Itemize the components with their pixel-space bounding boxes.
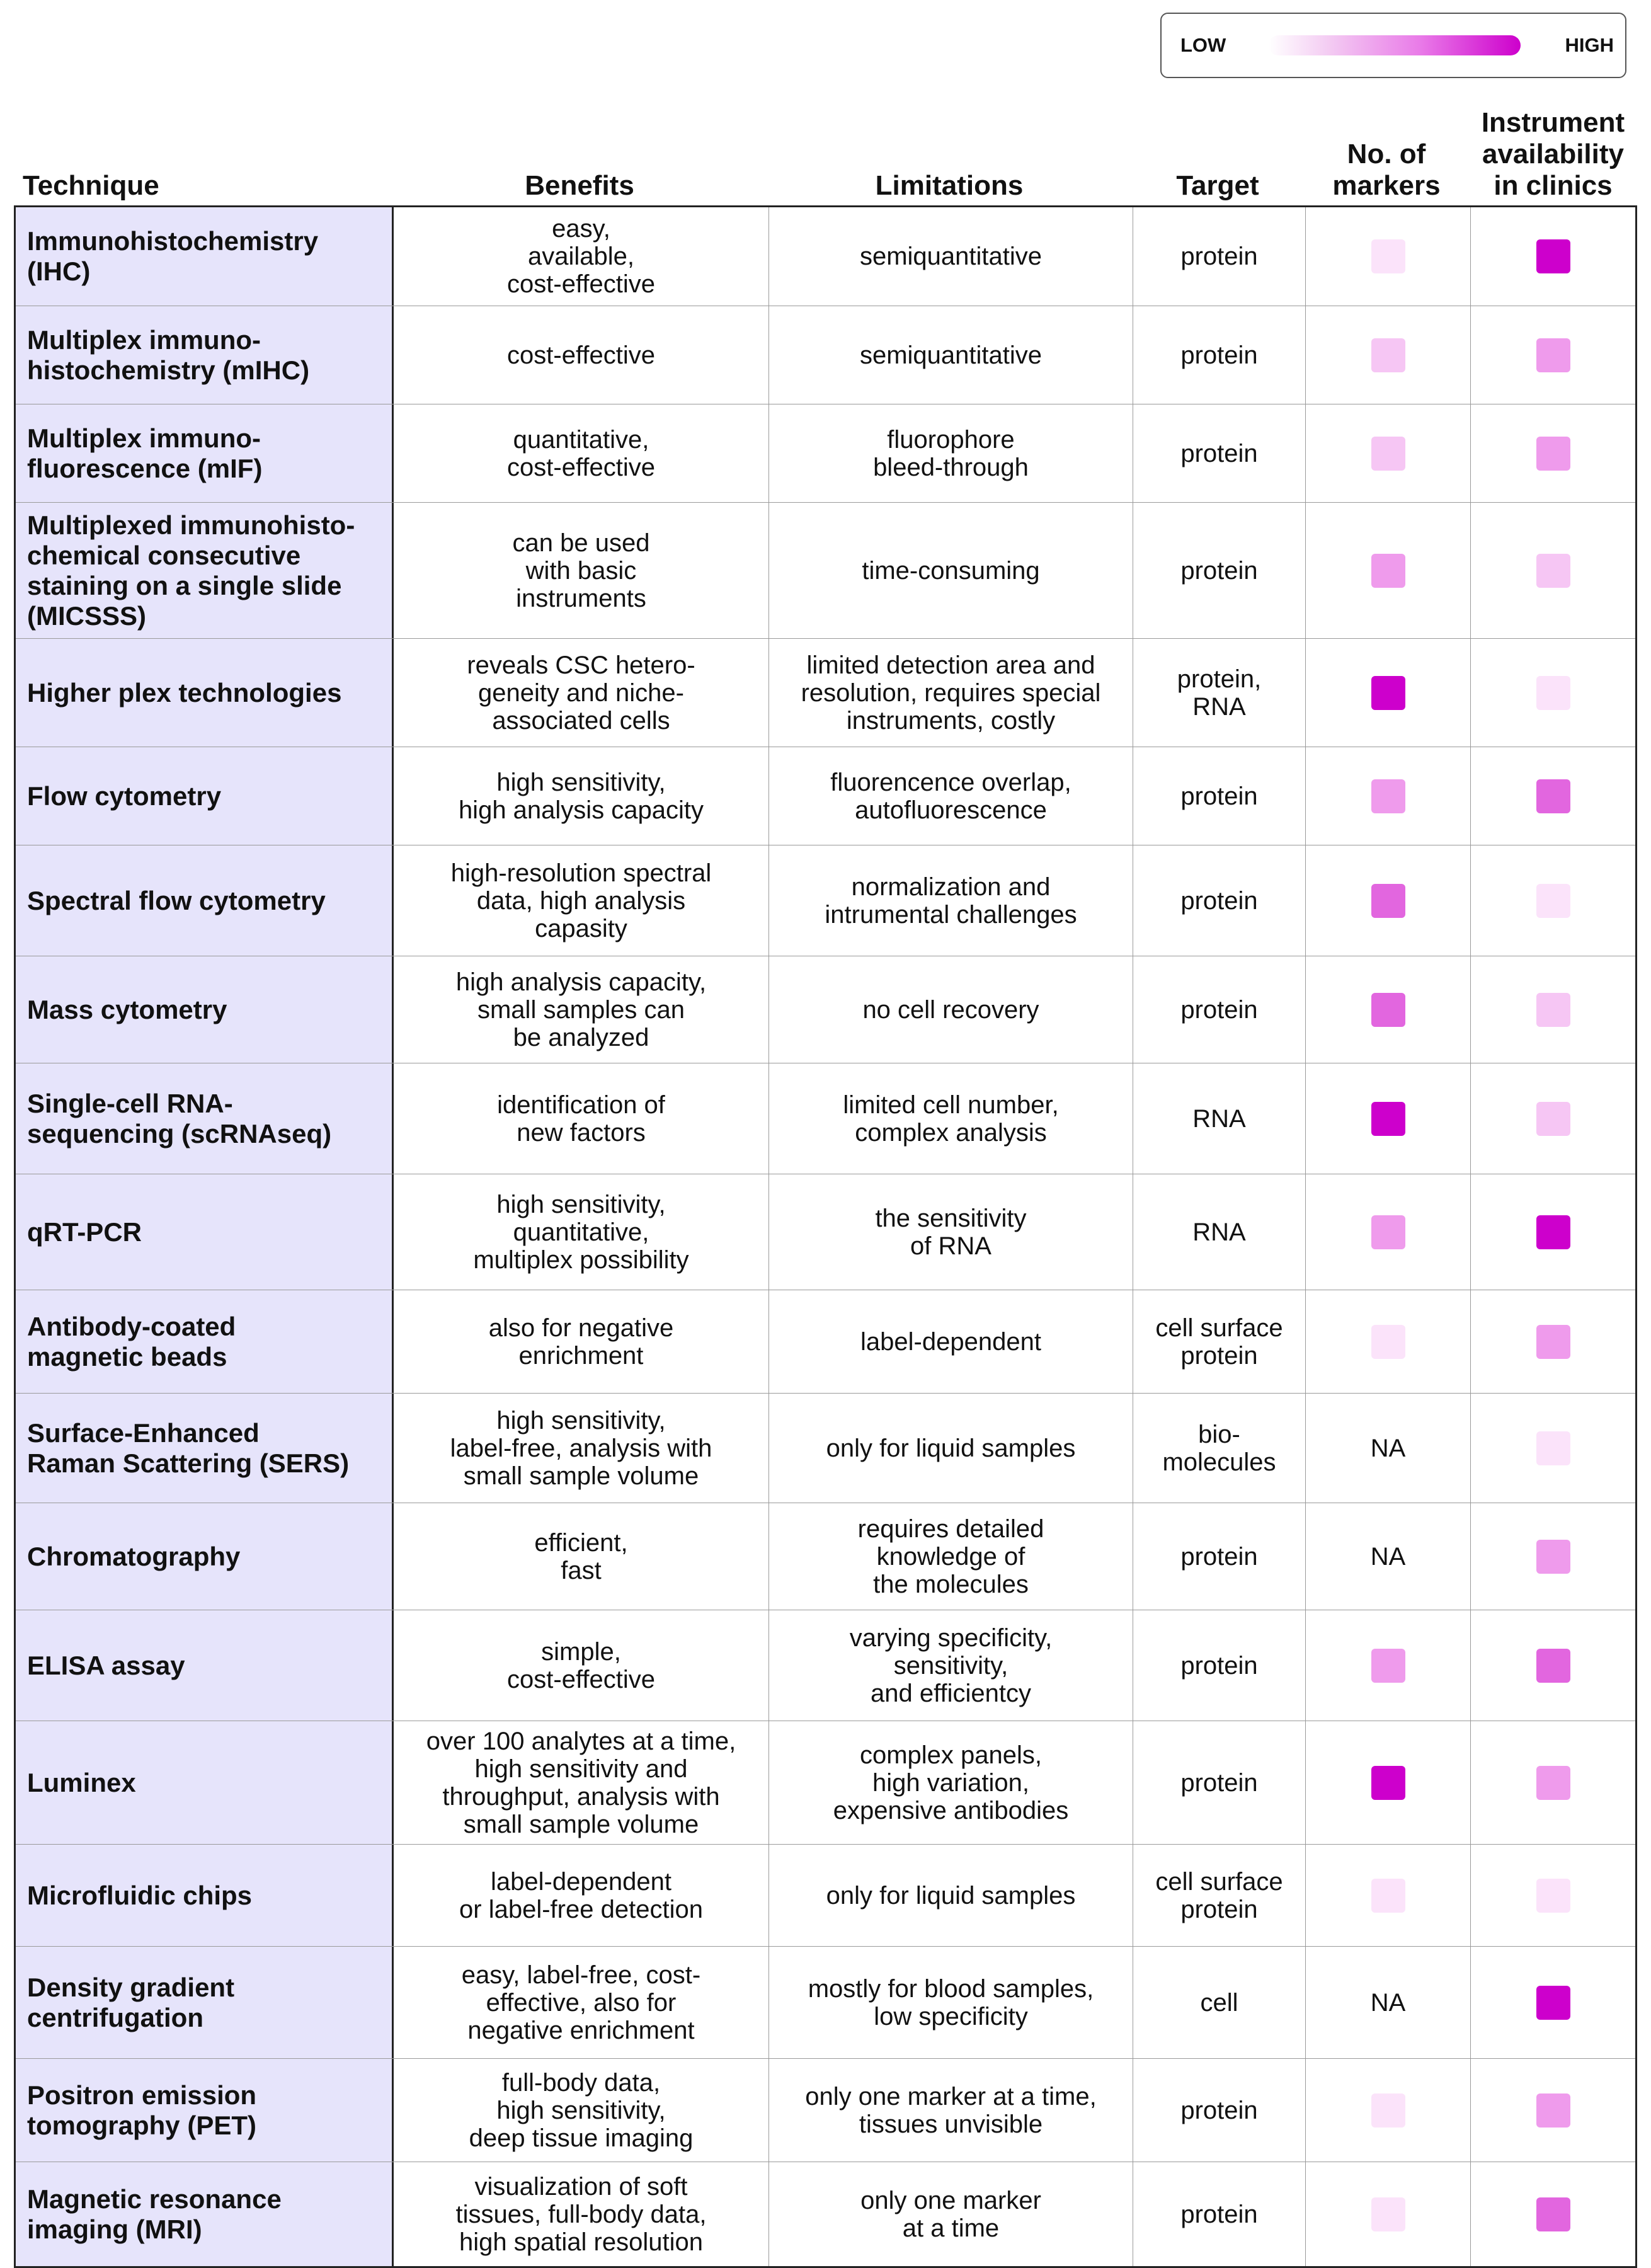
- limitations-cell: limited detection area and resolution, requires special instruments, costly: [769, 639, 1133, 747]
- availability-cell: [1471, 306, 1635, 404]
- availability-cell: [1471, 503, 1635, 638]
- limitations-cell: time-consuming: [769, 503, 1133, 638]
- availability-cell: [1471, 1174, 1635, 1290]
- availability-cell: [1471, 1063, 1635, 1174]
- availability-level-indicator: [1536, 1766, 1570, 1800]
- benefits-cell: efficient, fast: [394, 1503, 769, 1610]
- table-row: [16, 502, 1635, 638]
- target-cell: RNA: [1133, 1174, 1306, 1290]
- limitations-cell: only for liquid samples: [769, 1845, 1133, 1946]
- benefits-cell: reveals CSC hetero- geneity and niche- associated cells: [394, 639, 769, 747]
- target-cell: protein: [1133, 747, 1306, 845]
- limitations-cell: no cell recovery: [769, 956, 1133, 1063]
- technique-cell: qRT-PCR: [16, 1174, 394, 1290]
- markers-level-indicator: [1371, 1649, 1405, 1683]
- markers-level-indicator: [1371, 1879, 1405, 1913]
- header-availability: Instrument availability in clinics: [1481, 107, 1625, 201]
- limitations-cell: requires detailed knowledge of the molecules: [769, 1503, 1133, 1610]
- legend-low-label: LOW: [1180, 34, 1226, 56]
- header-benefits: Benefits: [525, 170, 634, 201]
- markers-cell: [1306, 845, 1471, 956]
- availability-level-indicator: [1536, 1879, 1570, 1913]
- availability-cell: [1471, 1290, 1635, 1393]
- availability-level-indicator: [1536, 1215, 1570, 1249]
- availability-cell: [1471, 1394, 1635, 1503]
- availability-level-indicator: [1536, 1649, 1570, 1683]
- technique-cell: Positron emission tomography (PET): [16, 2059, 394, 2162]
- markers-level-indicator: [1371, 676, 1405, 710]
- markers-level-indicator: [1371, 1102, 1405, 1136]
- table-row: [16, 747, 1635, 845]
- technique-cell: Antibody-coated magnetic beads: [16, 1290, 394, 1393]
- markers-cell: [1306, 1503, 1471, 1610]
- markers-level-indicator: [1371, 884, 1405, 918]
- availability-level-indicator: [1536, 676, 1570, 710]
- limitations-cell: normalization and intrumental challenges: [769, 845, 1133, 956]
- availability-cell: [1471, 956, 1635, 1063]
- benefits-cell: over 100 analytes at a time, high sensitivity and throughput, analysis with small sample volume: [394, 1721, 769, 1844]
- benefits-cell: high-resolution spectral data, high analysis capasity: [394, 845, 769, 956]
- table-row: [16, 1063, 1635, 1174]
- benefits-cell: can be used with basic instruments: [394, 503, 769, 638]
- table-row: [16, 1503, 1635, 1610]
- markers-level-indicator: [1371, 2197, 1405, 2231]
- target-cell: protein: [1133, 1610, 1306, 1721]
- markers-level-indicator: [1371, 1325, 1405, 1359]
- availability-level-indicator: [1536, 1540, 1570, 1574]
- availability-cell: [1471, 207, 1635, 306]
- markers-cell: [1306, 207, 1471, 306]
- color-scale-legend: [1160, 13, 1626, 78]
- markers-level-indicator: [1371, 993, 1405, 1027]
- target-cell: protein: [1133, 2162, 1306, 2266]
- target-cell: protein: [1133, 2059, 1306, 2162]
- legend-gradient-bar: [1269, 35, 1521, 55]
- availability-level-indicator: [1536, 338, 1570, 372]
- benefits-cell: high sensitivity, high analysis capacity: [394, 747, 769, 845]
- availability-level-indicator: [1536, 1325, 1570, 1359]
- technique-cell: Magnetic resonance imaging (MRI): [16, 2162, 394, 2266]
- markers-na-label: NA: [1370, 1988, 1406, 2017]
- availability-level-indicator: [1536, 993, 1570, 1027]
- availability-cell: [1471, 1845, 1635, 1946]
- table-row: [16, 1610, 1635, 1721]
- technique-cell: Single-cell RNA- sequencing (scRNAseq): [16, 1063, 394, 1174]
- markers-cell: [1306, 1394, 1471, 1503]
- table-row: [16, 638, 1635, 747]
- markers-cell: [1306, 2162, 1471, 2266]
- limitations-cell: label-dependent: [769, 1290, 1133, 1393]
- markers-cell: [1306, 639, 1471, 747]
- benefits-cell: high sensitivity, quantitative, multiplex possibility: [394, 1174, 769, 1290]
- availability-cell: [1471, 2059, 1635, 2162]
- technique-cell: Chromatography: [16, 1503, 394, 1610]
- benefits-cell: cost-effective: [394, 306, 769, 404]
- markers-level-indicator: [1371, 338, 1405, 372]
- availability-cell: [1471, 639, 1635, 747]
- availability-cell: [1471, 1503, 1635, 1610]
- table-row: [16, 404, 1635, 502]
- technique-cell: Spectral flow cytometry: [16, 845, 394, 956]
- header-limitations: Limitations: [875, 170, 1024, 201]
- markers-cell: [1306, 1947, 1471, 2058]
- target-cell: cell: [1133, 1947, 1306, 2058]
- target-cell: protein: [1133, 845, 1306, 956]
- markers-cell: [1306, 1290, 1471, 1393]
- target-cell: RNA: [1133, 1063, 1306, 1174]
- availability-level-indicator: [1536, 1431, 1570, 1465]
- limitations-cell: fluorophore bleed-through: [769, 404, 1133, 502]
- availability-level-indicator: [1536, 1102, 1570, 1136]
- markers-cell: [1306, 1063, 1471, 1174]
- availability-level-indicator: [1536, 239, 1570, 273]
- target-cell: protein: [1133, 306, 1306, 404]
- markers-level-indicator: [1371, 779, 1405, 813]
- table-row: [16, 306, 1635, 404]
- table-row: [16, 207, 1635, 306]
- availability-level-indicator: [1536, 1986, 1570, 2020]
- technique-cell: Mass cytometry: [16, 956, 394, 1063]
- technique-cell: Density gradient centrifugation: [16, 1947, 394, 2058]
- benefits-cell: easy, available, cost-effective: [394, 207, 769, 306]
- availability-level-indicator: [1536, 2197, 1570, 2231]
- technique-cell: Multiplex immuno- histochemistry (mIHC): [16, 306, 394, 404]
- table-row: [16, 1946, 1635, 2058]
- markers-cell: [1306, 1610, 1471, 1721]
- availability-level-indicator: [1536, 554, 1570, 588]
- target-cell: protein: [1133, 503, 1306, 638]
- limitations-cell: complex panels, high variation, expensive antibodies: [769, 1721, 1133, 1844]
- availability-cell: [1471, 1610, 1635, 1721]
- availability-cell: [1471, 845, 1635, 956]
- target-cell: bio- molecules: [1133, 1394, 1306, 1503]
- markers-level-indicator: [1371, 554, 1405, 588]
- table-row: [16, 956, 1635, 1063]
- benefits-cell: high analysis capacity, small samples can be analyzed: [394, 956, 769, 1063]
- markers-cell: [1306, 1721, 1471, 1844]
- markers-na-label: NA: [1370, 1542, 1406, 1571]
- limitations-cell: the sensitivity of RNA: [769, 1174, 1133, 1290]
- header-markers: No. of markers: [1332, 139, 1441, 201]
- markers-cell: [1306, 747, 1471, 845]
- markers-level-indicator: [1371, 437, 1405, 471]
- markers-level-indicator: [1371, 2093, 1405, 2128]
- markers-cell: [1306, 1174, 1471, 1290]
- table-row: [16, 1721, 1635, 1844]
- legend-high-label: HIGH: [1565, 34, 1614, 56]
- availability-cell: [1471, 1947, 1635, 2058]
- header-technique: Technique: [23, 170, 159, 201]
- technique-cell: Higher plex technologies: [16, 639, 394, 747]
- technique-cell: Multiplexed immunohisto- chemical consecutive staining on a single slide (MICSSS): [16, 503, 394, 638]
- technique-cell: ELISA assay: [16, 1610, 394, 1721]
- target-cell: protein: [1133, 1503, 1306, 1610]
- technique-cell: Flow cytometry: [16, 747, 394, 845]
- technique-cell: Multiplex immuno- fluorescence (mIF): [16, 404, 394, 502]
- markers-na-label: NA: [1370, 1434, 1406, 1462]
- markers-cell: [1306, 1845, 1471, 1946]
- technique-cell: Luminex: [16, 1721, 394, 1844]
- markers-cell: [1306, 503, 1471, 638]
- availability-level-indicator: [1536, 779, 1570, 813]
- target-cell: protein: [1133, 404, 1306, 502]
- limitations-cell: only for liquid samples: [769, 1394, 1133, 1503]
- markers-cell: [1306, 956, 1471, 1063]
- markers-cell: [1306, 404, 1471, 502]
- target-cell: cell surface protein: [1133, 1290, 1306, 1393]
- limitations-cell: semiquantitative: [769, 207, 1133, 306]
- benefits-cell: simple, cost-effective: [394, 1610, 769, 1721]
- markers-level-indicator: [1371, 1766, 1405, 1800]
- target-cell: protein: [1133, 1721, 1306, 1844]
- availability-cell: [1471, 404, 1635, 502]
- table-row: [16, 845, 1635, 956]
- markers-level-indicator: [1371, 239, 1405, 273]
- benefits-cell: label-dependent or label-free detection: [394, 1845, 769, 1946]
- availability-cell: [1471, 1721, 1635, 1844]
- limitations-cell: semiquantitative: [769, 306, 1133, 404]
- table-header: [14, 94, 1637, 205]
- table-row: [16, 2162, 1635, 2266]
- availability-cell: [1471, 747, 1635, 845]
- markers-cell: [1306, 306, 1471, 404]
- availability-level-indicator: [1536, 884, 1570, 918]
- benefits-cell: high sensitivity, label-free, analysis with small sample volume: [394, 1394, 769, 1503]
- table-row: [16, 2058, 1635, 2162]
- benefits-cell: also for negative enrichment: [394, 1290, 769, 1393]
- benefits-cell: quantitative, cost-effective: [394, 404, 769, 502]
- table-row: [16, 1393, 1635, 1503]
- target-cell: protein, RNA: [1133, 639, 1306, 747]
- limitations-cell: only one marker at a time: [769, 2162, 1133, 2266]
- markers-level-indicator: [1371, 1215, 1405, 1249]
- technique-cell: Immunohistochemistry (IHC): [16, 207, 394, 306]
- technique-cell: Microfluidic chips: [16, 1845, 394, 1946]
- availability-level-indicator: [1536, 437, 1570, 471]
- techniques-table: [14, 94, 1637, 2268]
- table-row: [16, 1844, 1635, 1946]
- technique-cell: Surface-Enhanced Raman Scattering (SERS): [16, 1394, 394, 1503]
- limitations-cell: only one marker at a time, tissues unvisible: [769, 2059, 1133, 2162]
- limitations-cell: fluorencence overlap, autofluorescence: [769, 747, 1133, 845]
- limitations-cell: varying specificity, sensitivity, and efficientcy: [769, 1610, 1133, 1721]
- table-body: [14, 205, 1637, 2268]
- table-row: [16, 1174, 1635, 1290]
- limitations-cell: mostly for blood samples, low specificity: [769, 1947, 1133, 2058]
- benefits-cell: easy, label-free, cost- effective, also for negative enrichment: [394, 1947, 769, 2058]
- limitations-cell: limited cell number, complex analysis: [769, 1063, 1133, 1174]
- target-cell: protein: [1133, 956, 1306, 1063]
- table-row: [16, 1290, 1635, 1393]
- availability-cell: [1471, 2162, 1635, 2266]
- benefits-cell: visualization of soft tissues, full-body data, high spatial resolution: [394, 2162, 769, 2266]
- benefits-cell: identification of new factors: [394, 1063, 769, 1174]
- benefits-cell: full-body data, high sensitivity, deep tissue imaging: [394, 2059, 769, 2162]
- target-cell: protein: [1133, 207, 1306, 306]
- target-cell: cell surface protein: [1133, 1845, 1306, 1946]
- markers-cell: [1306, 2059, 1471, 2162]
- header-target: Target: [1176, 170, 1259, 201]
- availability-level-indicator: [1536, 2093, 1570, 2128]
